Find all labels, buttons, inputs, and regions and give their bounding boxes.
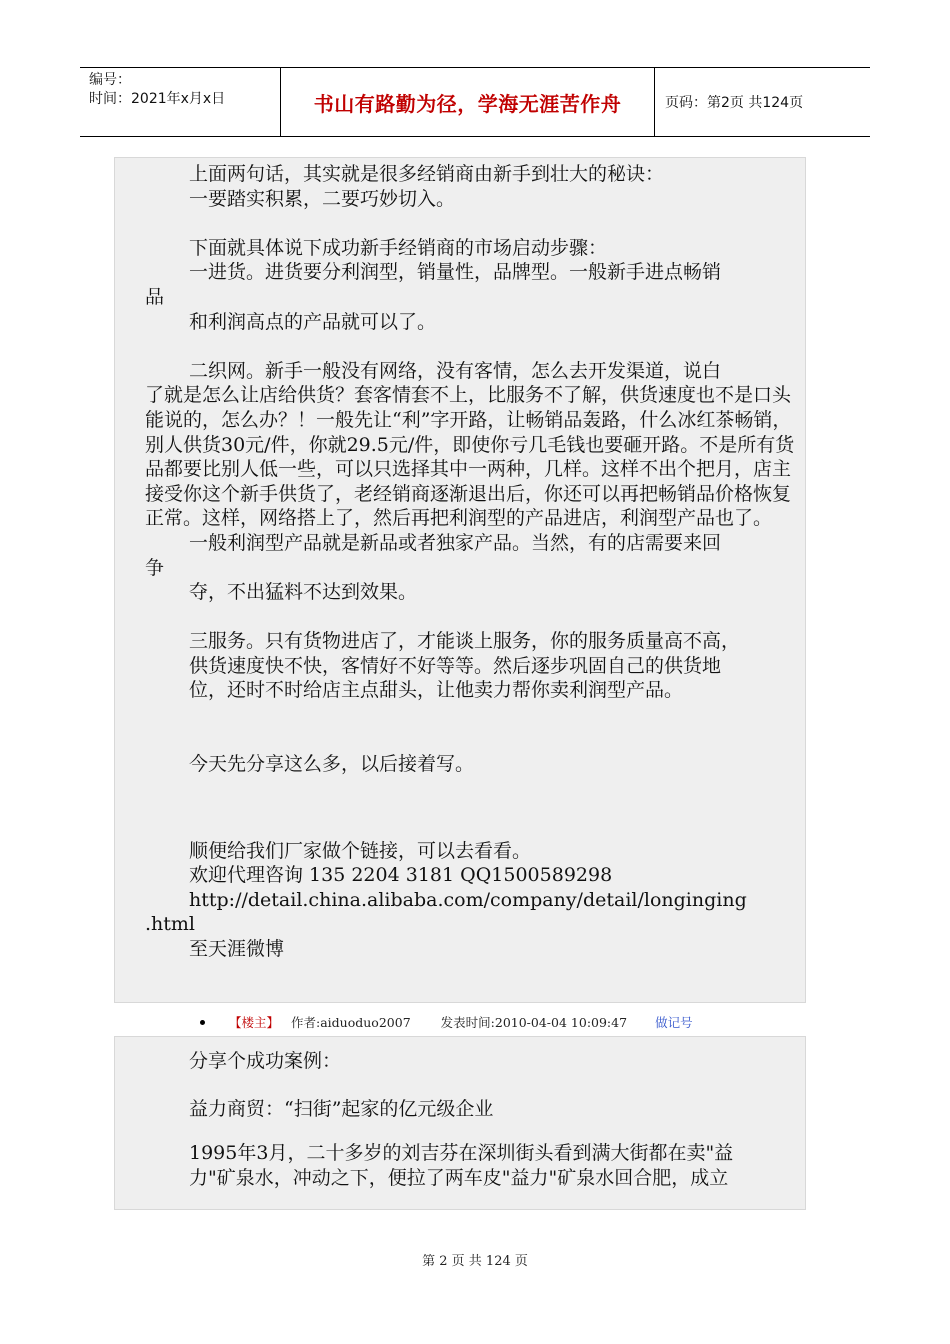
post-paragraph: 益力商贸：“扫街”起家的亿元级企业	[189, 1097, 494, 1120]
post-body-reply	[114, 1036, 806, 1210]
header-info-cell	[80, 68, 281, 136]
post-paragraph: 了就是怎么让店给供货？套客情套不上，比服务不了解，供货速度也不是口头能说的，怎么办？！一般先让“利”字开路，让畅销品轰路，什么冰红茶畅销，别人供货30元/件，你就29.5元/件，即使你亏几毛钱也要砸开路。不是所有货品都要比别人低一些，可以只选择其中一两种，几样。这样不出个把月，店主接受你这个新手供货了，老经销商逐渐退出后，你还可以再把畅销品价格恢复正常。这样，网络搭上了，然后再把利润型的产品进店，利润型产品也了。	[145, 384, 795, 530]
post-paragraph: 一要踏实积累，二要巧妙切入。	[189, 187, 456, 210]
post-paragraph: 一进货。进货要分利润型，销量性，品牌型。一般新手进点畅销	[189, 261, 722, 284]
post-paragraph: 争	[145, 556, 165, 579]
weibo-link[interactable]: 至天涯微博	[189, 938, 285, 961]
page-header	[80, 67, 870, 137]
post-paragraph: 二织网。新手一般没有网络，没有客情，怎么去开发渠道，说白	[189, 359, 722, 382]
bookmark-link[interactable]: 做记号	[655, 1015, 693, 1030]
author-name: 作者:aiduoduo2007	[291, 1015, 411, 1030]
post-paragraph: 今天先分享这么多，以后接着写。	[189, 753, 475, 776]
post-paragraph: 上面两句话，其实就是很多经销商由新手到壮大的秘诀：	[189, 163, 665, 185]
post-paragraph: 欢迎代理咨询 135 2204 3181 QQ1500589298	[189, 864, 613, 887]
post-paragraph: 一般利润型产品就是新品或者独家产品。当然，有的店需要来回	[189, 531, 722, 554]
company-link[interactable]: http://detail.china.alibaba.com/company/detail/longinging	[189, 888, 747, 911]
post-paragraph: 1995年3月，二十多岁的刘吉芬在深圳街头看到满大街都在卖"益	[189, 1142, 734, 1165]
serial-label: 编号：	[89, 72, 131, 88]
header-page-info: 页码：第2页 共124页	[665, 95, 804, 111]
post-paragraph: 顺便给我们厂家做个链接，可以去看看。	[189, 839, 532, 862]
time-label: 时间：2021年x月x日	[89, 91, 226, 107]
bullet-icon	[200, 1020, 205, 1025]
post-paragraph: 和利润高点的产品就可以了。	[189, 310, 437, 333]
post-paragraph: 供货速度快不快，客情好不好等等。然后逐步巩固自己的供货地	[189, 654, 722, 677]
post-paragraph: 分享个成功案例：	[189, 1050, 342, 1072]
op-badge: 【楼主】	[229, 1015, 280, 1030]
page-footer: 第 2 页 共 124 页	[422, 1254, 528, 1269]
post-body-main	[114, 157, 806, 1003]
company-link-tail[interactable]: .html	[145, 913, 196, 936]
header-motto: 书山有路勤为径，学海无涯苦作舟	[281, 68, 655, 136]
post-paragraph: 位，还时不时给店主点甜头，让他卖力帮你卖利润型产品。	[189, 679, 684, 702]
post-paragraph: 夺，不出猛料不达到效果。	[189, 581, 418, 604]
post-paragraph: 力"矿泉水，冲动之下，便拉了两车皮"益力"矿泉水回合肥，成立	[189, 1166, 729, 1189]
post-paragraph: 三服务。只有货物进店了，才能谈上服务，你的服务质量高不高，	[189, 630, 741, 653]
post-time: 发表时间:2010-04-04 10:09:47	[440, 1015, 628, 1030]
post-meta	[200, 1013, 693, 1031]
post-paragraph: 品	[145, 285, 165, 308]
post-paragraph: 下面就具体说下成功新手经销商的市场启动步骤：	[189, 236, 608, 259]
